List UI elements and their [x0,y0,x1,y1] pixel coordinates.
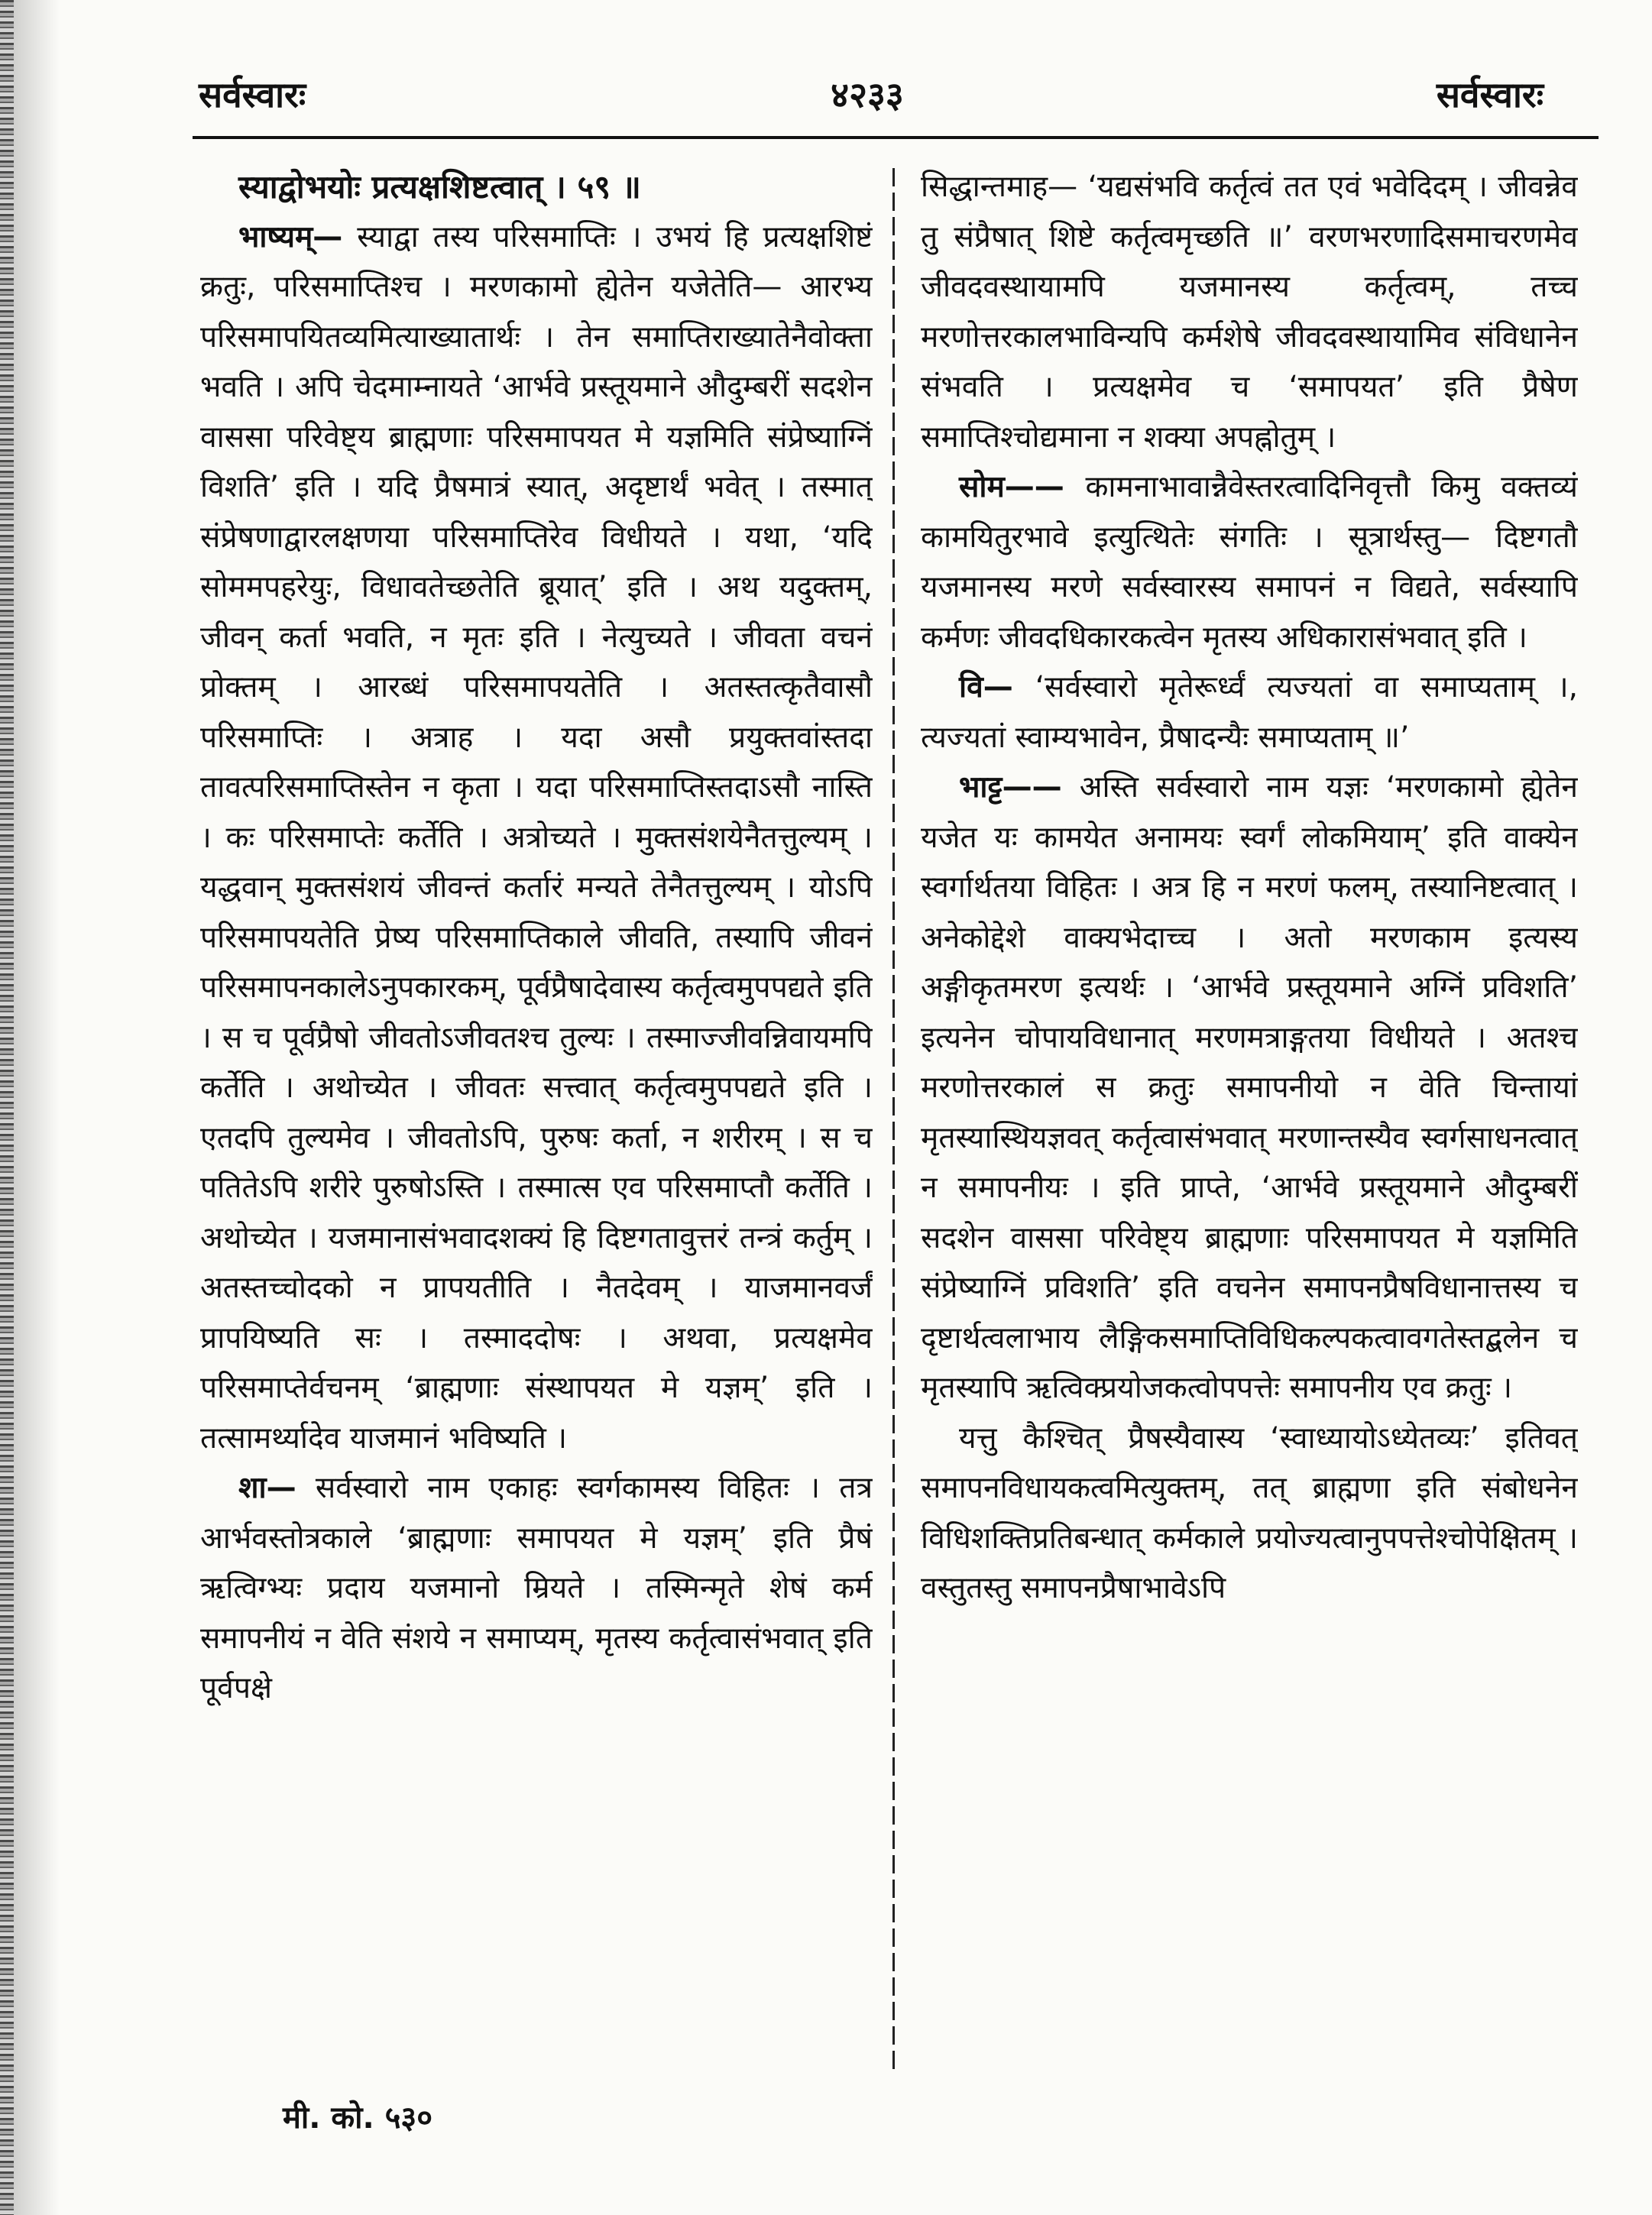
bhashya-label: भाष्यम्— [238,219,343,254]
vi-label: वि— [959,670,1013,704]
right-column [921,162,1578,2057]
page-spine-edge [0,0,14,2215]
bhatta-text: अस्ति सर्वस्वारो नाम यज्ञः ‘मरणकामो ह्येतेन यजेत यः कामयेत अनामयः स्वर्गं लोकमियाम्’ इति वाक्येन स्वर्गार्थतया विहितः । अत्र हि न मरणं फलम्, तस्यानिष्टत्वात् । अनेकोद्देशे वाक्यभेदाच्च । अतो मरणकाम इत्यस्य अङ्गीकृतमरण इत्यर्थः । ‘आर्भवे प्रस्तूयमाने अग्निं प्रविशति’ इत्यनेन चोपायविधानात् मरणमत्राङ्गतया विधीयते । अतश्च मरणोत्तरकालं स क्रतुः समापनीयो न वेति चिन्तायां मृतस्यास्थियज्ञवत् कर्तृत्वासंभवात् मरणान्तस्यैव स्वर्गसाधनत्वात् न समापनीयः । इति प्राप्ते, ‘आर्भवे प्रस्तूयमाने औदुम्बरीं सदशेन वाससा परिवेष्ट्य ब्राह्मणाः परिसमापयत मे यज्ञमिति संप्रेष्याग्निं प्रविशति’ इति वचनेन समापनप्रैषविधानात्तस्य च दृष्टार्थत्वलाभाय लैङ्गिकसमाप्तिविधिकल्पकत्वावगतेस्तद्बलेन च मृतस्यापि ऋत्विक्प्रयोजकत्वोपपत्तेः समापनीय एव क्रतुः । [921,770,1578,1405]
siddhanta-paragraph: सिद्धान्तमाह— ‘यद्यसंभवि कर्तृत्वं तत एवं भवेदिदम् । जीवन्नेव तु संप्रैषात् शिष्टे कर्तृत्वमृच्छति ॥’ वरणभरणादिसमाचरणमेव जीवदवस्थायामपि यजमानस्य कर्तृत्वम्, तच्च मरणोत्तरकालभाविन्यपि कर्मशेषे जीवदवस्थायामिव संविधानेन संभवति । प्रत्यक्षमेव च ‘समापयत’ इति प्रैषेण समाप्तिश्चोद्यमाना न शक्या अपह्नोतुम् । [921,170,1578,455]
header-left-title: सर्वस्वारः [199,74,306,115]
page-header [191,70,1543,124]
column-divider [892,168,895,2071]
shastradipika-text: सर्वस्वारो नाम एकाहः स्वर्गकामस्य विहितः । तत्र आर्भवस्तोत्रकाले ‘ब्राह्मणाः समापयत मे यज्ञम्’ इति प्रैषं ऋत्विग्भ्यः प्रदाय यजमानो म्रियते । तस्मिन्मृते शेषं कर्म समापनीयं न वेति संशये न समाप्यम्, मृतस्य कर्तृत्वासंभवात् इति पूर्वपक्षे [200,1471,873,1705]
shastradipika-label: शा— [238,1471,296,1505]
page-spine-shadow [14,0,60,2215]
header-right-title: सर्वस्वारः [1436,74,1543,115]
vi-paragraph [921,662,1578,763]
sutra-heading: स्याद्वोभयोः प्रत्यक्षशिष्टत्वात् । ५९ ॥ [238,168,641,206]
header-rule [193,136,1599,139]
vi-text: ‘सर्वस्वारो मृतेरूर्ध्वं त्यज्यतां वा समाप्यताम् ।, त्यज्यतां स्वाम्यभावेन, प्रैषादन्यैः समाप्यताम् ॥’ [921,670,1578,755]
header-page-number: ४२३३ [831,74,904,115]
bhashya-text: स्याद्वा तस्य परिसमाप्तिः । उभयं हि प्रत्यक्षशिष्टं क्रतुः, परिसमाप्तिश्च । मरणकामो ह्येतेन यजेतेति— आरभ्य परिसमापयितव्यमित्याख्यातार्थः । तेन समाप्तिराख्यातेनैवोक्ता भवति । अपि चेदमाम्नायते ‘आर्भवे प्रस्तूयमाने औदुम्बरीं सदशेन वाससा परिवेष्ट्य ब्राह्मणाः परिसमापयत मे यज्ञमिति संप्रेष्याग्निं विशति’ इति । यदि प्रैषमात्रं स्यात्, अदृष्टार्थं भवेत् । तस्मात् संप्रेषणाद्वारलक्षणया परिसमाप्तिरेव विधीयते । यथा, ‘यदि सोममपहरेयुः, विधावतेच्छतेति ब्रूयात्’ इति । अथ यदुक्तम्, जीवन् कर्ता भवति, न मृतः इति । नेत्युच्यते । जीवता वचनं प्रोक्तम् । आरब्धं परिसमापयतेति । अतस्तत्कृतैवासौ परिसमाप्तिः । अत्राह । यदा असौ प्रयुक्तवांस्तदा तावत्परिसमाप्तिस्तेन न कृता । यदा परिसमाप्तिस्तदाऽसौ नास्ति । कः परिसमाप्तेः कर्तेति । अत्रोच्यते । मुक्तसंशयेनैतत्तुल्यम् । यद्धवान् मुक्तसंशयं जीवन्तं कर्तारं मन्यते तेनैतत्तुल्यम् । योऽपि परिसमापयतेति प्रेष्य परिसमाप्तिकाले जीवति, तस्यापि जीवनं परिसमापनकालेऽनुपकारकम्, पूर्वप्रैषादेवास्य कर्तृत्वमुपपद्यते इति । स च पूर्वप्रैषो जीवतोऽजीवतश्च तुल्यः । तस्माज्जीवन्निवायमपि कर्तेति । अथोच्येत । जीवतः सत्त्वात् कर्तृत्वमुपपद्यते इति । एतदपि तुल्यमेव । जीवतोऽपि, पुरुषः कर्ता, न शरीरम् । स च पतितेऽपि शरीरे पुरुषोऽस्ति । तस्मात्स एव परिसमाप्तौ कर्तेति । अथोच्येत । यजमानासंभवादशक्यं हि दिष्टगतावुत्तरं तन्त्रं कर्तुम् । अतस्तच्चोदको न प्रापयतीति । नैतदेवम् । याजमानवर्जं प्रापयिष्यति सः । तस्माददोषः । अथवा, प्रत्यक्षमेव परिसमाप्तेर्वचनम् ‘ब्राह्मणाः संस्थापयत मे यज्ञम्’ इति । तत्सामर्थ्यादेव याजमानं भविष्यति । [200,219,873,1456]
bhashya-paragraph [200,212,873,1464]
footer-signature: मी. को. ५३० [283,2100,433,2136]
yattu-paragraph: यत्तु कैश्चित् प्रैषस्यैवास्य ‘स्वाध्यायोऽध्येतव्यः’ इतिवत् समापनविधायकत्वमित्युक्तम्, तत् ब्राह्मणा इति संबोधनेन विधिशक्तिप्रतिबन्धात् कर्मकाले प्रयोज्यत्वानुपपत्तेश्चोपेक्षितम् । वस्तुतस्तु समापनप्रैषाभावेऽपि [921,1420,1578,1605]
bhatta-label: भाट्ट—— [959,770,1062,805]
soma-text: कामनाभावान्नैवेस्तरत्वादिनिवृत्तौ किमु वक्तव्यं कामयितुरभावे इत्युत्थितेः संगतिः । सूत्रार्थस्तु— दिष्टगतौ यजमानस्य मरणे सर्वस्वारस्य समापनं न विद्यते, सर्वस्यापि कर्मणः जीवदधिकारकत्वेन मृतस्य अधिकारासंभवात् इति । [921,470,1578,655]
bhatta-paragraph [921,763,1578,1414]
shastradipika-paragraph [200,1463,873,1714]
left-column [200,162,873,2057]
soma-paragraph [921,462,1578,662]
soma-label: सोम—— [959,470,1064,504]
